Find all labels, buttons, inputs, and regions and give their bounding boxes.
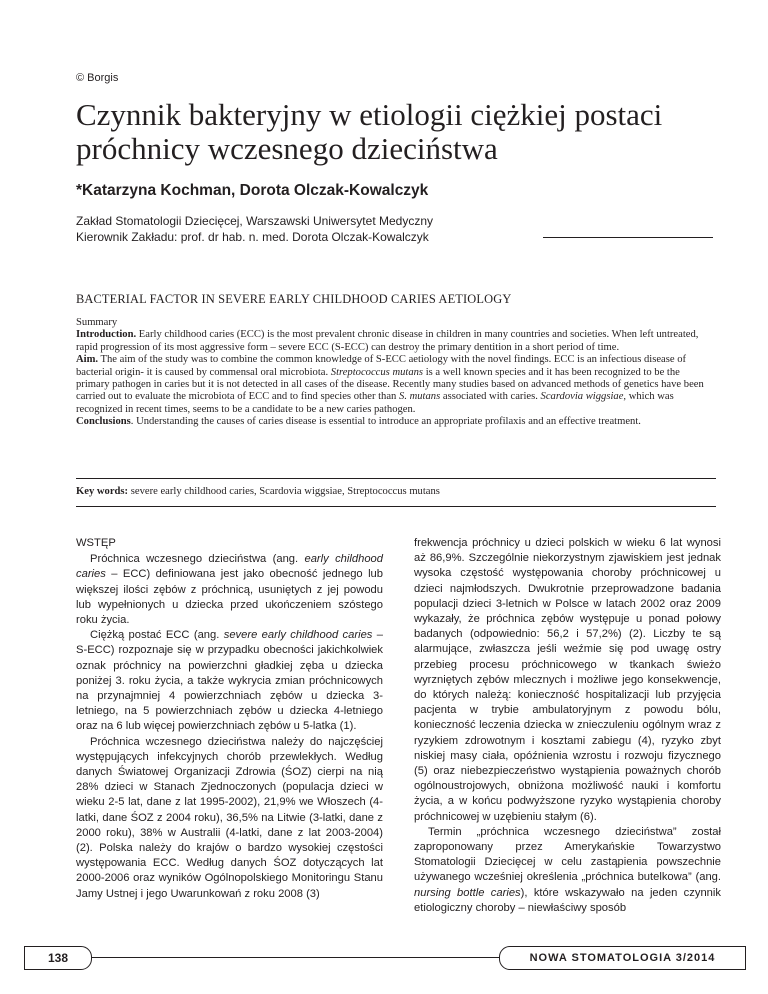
- keywords-rule-bottom: [76, 506, 716, 507]
- keywords-text: severe early childhood caries, Scardovia wiggsiae, Streptococcus mutans: [128, 486, 440, 497]
- affiliation-rule: [543, 237, 713, 238]
- text-run: – ECC) definiowana jest jako obecność jednego lub większej ilości zębów z próchnicą, usuniętych z jej powodu lub wypełnionych u dziecka przed ukończeniem szóstego roku życia.: [76, 568, 383, 627]
- publisher-note: © Borgis: [76, 72, 119, 84]
- affiliation-head: Kierownik Zakładu: prof. dr hab. n. med. Dorota Olczak-Kowalczyk: [76, 230, 429, 244]
- english-title: BACTERIAL FACTOR IN SEVERE EARLY CHILDHOOD CARIES AETIOLOGY: [76, 292, 512, 306]
- body-column-right: [414, 536, 721, 916]
- affiliation-line: Zakład Stomatologii Dziecięcej, Warszawski Uniwersytet Medyczny: [76, 214, 433, 228]
- page-footer: [24, 946, 746, 970]
- body-column-left: [76, 536, 383, 902]
- summary-heading: Summary: [76, 317, 118, 328]
- summary-conclusions: [76, 416, 716, 428]
- aim-text: associated with caries.: [440, 391, 541, 403]
- journal-name: NOWA STOMATOLOGIA 3/2014: [499, 946, 746, 970]
- species-name: Streptococcus mutans: [330, 366, 424, 378]
- aim-label: Aim.: [76, 354, 99, 366]
- section-heading: WSTĘP: [76, 537, 116, 549]
- aim-text: is a well known species and it has been recognized to be the primary pathogen in caries but it is not detected in all cases of the disease. Recently many studies based on advanced methods of genetics have been carried out to evaluate the microbiota of ECC and to find species other than: [76, 366, 704, 403]
- page-number: 138: [24, 946, 92, 970]
- introduction-text: Early childhood caries (ECC) is the most prevalent chronic disease in children in many countries and societies. When left untreated, rapid progression of its most aggressive form – severe ECC (S-ECC) can destroy the primary dentition in a short period of time.: [76, 329, 699, 353]
- introduction-label: Introduction.: [76, 329, 137, 341]
- summary-introduction: [76, 329, 716, 354]
- body-paragraph: [76, 628, 383, 734]
- conclusions-text: . Understanding the causes of caries disease is essential to introduce an appropriate profilaxis and an effective treatment.: [130, 416, 641, 428]
- text-run: Termin „próchnica wczesnego dzieciństwa” został zaproponowany przez Amerykańskie Towarzystwo Stomatologii Dziecięcej w celu zastąpienia powszechnie używanego wcześniej określenia „próchnica butelkowa” (ang.: [414, 825, 721, 884]
- body-paragraph: frekwencja próchnicy u dzieci polskich w wieku 6 lat wynosi aż 86,9%. Szczególnie niekorzystnym zjawiskiem jest jednak wysoka częstość występowania choroby próchnicowej u dzieci najmłodszych. Dwukrotnie przeprowadzone badania populacji dzieci 3-letnich w Polsce w latach 2002 oraz 2009 wykazały, że próchnica zębów występuje u ponad połowy badanych (odpowiednio: 56,2 i 57,2%) (2). Liczby te są alarmujące, zwłaszcza jeśli weźmie się pod uwagę ostry przebieg procesu próchnicowego w tkankach świeżo wyrzniętych zębów mlecznych i możliwe jego konsekwencje, do których należą: konieczność hospitalizacji lub przyjęcia pacjenta w trybie ambulatoryjnym z powodu bólu, konieczność leczenia dziecka w znieczuleniu ogólnym wraz z ryzykiem zdrowotnym i kosztami zabiegu (4), ryzyko zbyt niskiej masy ciała, opóźnienia wzrostu i rozwoju fizycznego (5) oraz niebezpieczeństwo wystąpienia poważnych chorób ogólnoustrojowych, obniżona możliwość nauki i komfortu życia, a w końcu podwyższone ryzyko wystąpienia choroby próchnicowej w uzębieniu stałym (6).: [414, 537, 721, 823]
- summary-aim: [76, 354, 716, 416]
- affiliation: [76, 213, 433, 245]
- aim-text: The aim of the study was to combine the common knowledge of S-ECC aetiology with the novel findings. ECC is an infectious disease of bacterial origin- it is caused by commensal oral microbiota.: [76, 354, 687, 378]
- footer-rule: [91, 957, 499, 958]
- body-paragraph: [76, 552, 383, 628]
- species-name: S. mutans: [399, 391, 441, 403]
- text-run: – S-ECC) rozpoznaje się w przypadku obecności jakichkolwiek oznak próchnicy na powierzchni gładkiej zęba u dziecka poniżej 3. roku życia, a także wykrycia zmian próchnicowych na przynajmniej 4 powierzchniach zębów u dziecka 3-letniego, na 5 powierzchniach zębów u dziecka 4-letniego oraz na 6 lub więcej powierzchniach zębów u 5-latka (1).: [76, 629, 383, 733]
- english-term: early childhood caries: [76, 553, 383, 581]
- species-name: Scardovia wiggsiae: [540, 391, 624, 403]
- article-title: Czynnik bakteryjny w etiologii ciężkiej postaci próchnicy wczesnego dzieciństwa: [76, 97, 663, 166]
- body-paragraph: Próchnica wczesnego dzieciństwa należy do najczęściej występujących infekcyjnych chorób przewlekłych. Według danych Światowej Organizacji Zdrowia (ŚOZ) cierpi na nią 28% dzieci w Stanach Zjednoczonych (populacja dzieci w wieku 2-5 lat, dane z lat 1995-2002), 21,9% we Włoszech (4-latki, dane ŚOZ z 2004 roku), 36,5% na Litwie (3-latki, dane z 2000 roku), 38% w Australii (4-latki, dane z lat 2003-2004) (2). Polska należy do krajów o bardzo wysokiej częstości występowania ECC. Według danych ŚOZ dotyczących lat 2000-2006 oraz wyników Ogólnopolskiego Monitoringu Stanu Jamy Ustnej i jego Uwarunkowań z roku 2008 (3): [76, 735, 383, 900]
- text-run: ), które wskazywało na jeden czynnik etiologiczny choroby – niewłaściwy sposób: [414, 886, 721, 914]
- aim-text: , which was recognized in recent times, seems to be a candidate to be a new caries pathogen.: [76, 391, 674, 415]
- text-run: Ciężką postać ECC (ang.: [90, 629, 224, 642]
- summary: [76, 317, 716, 429]
- keywords-rule-top: [76, 478, 716, 479]
- conclusions-label: Conclusions: [76, 416, 131, 428]
- english-term: nursing bottle caries: [414, 886, 521, 899]
- body-paragraph: [414, 825, 721, 916]
- keywords: [76, 486, 716, 497]
- authors: *Katarzyna Kochman, Dorota Olczak-Kowalczyk: [76, 182, 429, 199]
- keywords-label: Key words:: [76, 486, 129, 497]
- english-term: severe early childhood caries: [223, 629, 373, 642]
- text-run: Próchnica wczesnego dzieciństwa (ang.: [90, 553, 305, 566]
